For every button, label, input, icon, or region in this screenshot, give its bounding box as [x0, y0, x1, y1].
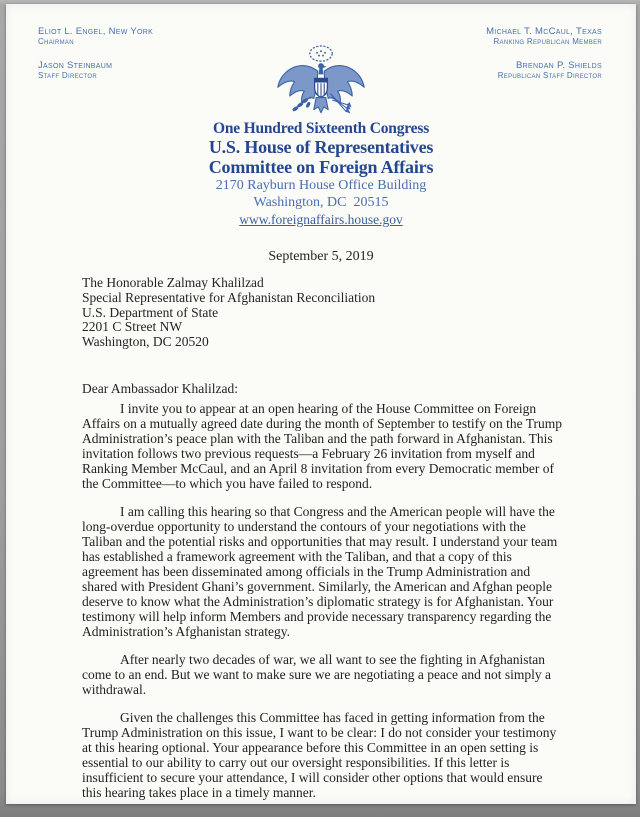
great-seal-icon: [273, 42, 369, 126]
recipient-line: U.S. Department of State: [82, 304, 219, 320]
chairman-name: Eliot L. Engel, New York: [38, 26, 154, 37]
ranking-member-title: Ranking Republican Member: [493, 37, 602, 46]
ranking-member-name: Michael T. McCaul, Texas: [486, 26, 602, 37]
republican-staff-director-name: Brendan P. Shields: [516, 60, 602, 71]
recipient-line: Special Representative for Afghanistan Reconciliation: [82, 289, 376, 305]
body-paragraph: After nearly two decades of war, we all want to see the fighting in Afghanistan come to an end. But we want to make sure we are negotiating a peace and not simply a withdrawal.: [82, 652, 551, 697]
staff-director-title: Staff Director: [38, 71, 97, 80]
recipient-line: Washington, DC 20520: [82, 334, 209, 350]
body-paragraph: I invite you to appear at an open hearing of the House Committee on Foreign Affairs on a mutually agreed date during the month of September to testify on the Trump Administration’s peace plan with the Taliban and the path forward in Afghanistan. This invitation follows two previous requests—a February 26 invitation from myself and Ranking Member McCaul, and an April 8 invitation from every Democratic member of the Committee—to which you have failed to respond.: [82, 401, 563, 491]
congress-line: One Hundred Sixteenth Congress: [212, 120, 430, 137]
committee-website-link[interactable]: www.foreignaffairs.house.gov: [239, 212, 403, 227]
city-address: Washington, DC 20515: [253, 195, 389, 210]
office-address: 2170 Rayburn House Office Building: [215, 178, 427, 193]
committee-line: Committee on Foreign Affairs: [208, 157, 434, 177]
recipient-line: 2201 C Street NW: [82, 319, 183, 335]
letterhead: [6, 120, 636, 229]
chairman-title: Chairman: [38, 37, 74, 46]
recipient-line: The Honorable Zalmay Khalilzad: [82, 275, 264, 290]
letter-page: [6, 4, 636, 804]
staff-director-name: Jason Steinbaum: [38, 60, 113, 71]
salutation: Dear Ambassador Khalilzad:: [82, 381, 238, 396]
minority-header: [486, 26, 602, 81]
republican-staff-director-title: Republican Staff Director: [497, 71, 602, 80]
majority-header: [38, 26, 153, 81]
letter-body: [82, 401, 563, 813]
letter-date: September 5, 2019: [268, 249, 374, 264]
recipient-address-block: [82, 276, 375, 350]
chamber-line: U.S. House of Representatives: [208, 137, 434, 157]
body-paragraph: Given the challenges this Committee has faced in getting information from the Trump Administration on this issue, I want to be clear: I do not consider your testimony at this hearing optional. Your appearance before this Committee in an open setting is essential to our ability to carry out our oversight responsibilities. If this letter is insufficient to secure your attendance, I will consider other options that would ensure this hearing takes place in a timely manner.: [82, 710, 557, 800]
body-paragraph: I am calling this hearing so that Congress and the American people will have the long-overdue opportunity to understand the contours of your negotiations with the Taliban and the potential risks and opportunities that may result. I understand your team has established a framework agreement with the Taliban, and that a copy of this agreement has been disseminated among officials in the Trump Administration and shared with President Ghani’s government. Similarly, the American and Afghan people deserve to know what the Administration’s diplomatic strategy is for Afghanistan. Your testimony will help inform Members and provide necessary transparency regarding the Administration’s Afghanistan strategy.: [82, 504, 558, 639]
